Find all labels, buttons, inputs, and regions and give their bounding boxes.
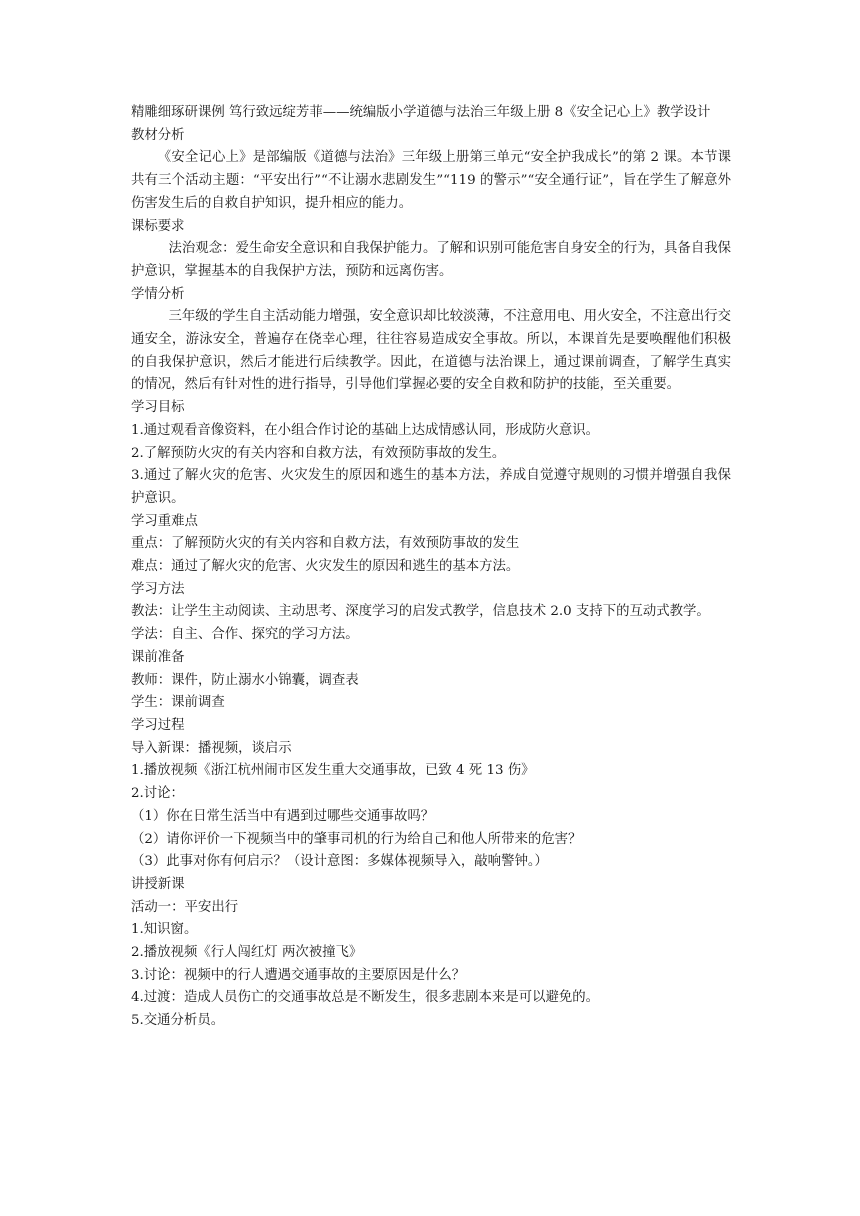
document-title: 精雕细琢研课例 笃行致远绽芳菲——统编版小学道德与法治三年级上册 8《安全记心上》教学设计 (131, 105, 711, 120)
section-heading-learning-methods: 学习方法 (131, 581, 185, 597)
objective-item: 3.通过了解火灾的危害、火灾发生的原因和逃生的基本方法，养成自觉遵守规则的习惯并增强自我保护意识。 (131, 468, 731, 506)
lesson-line: 3.讨论：视频中的行人遭遇交通事故的主要原因是什么？ (131, 967, 466, 983)
paragraph-learner-analysis: 三年级的学生自主活动能力增强，安全意识却比较淡薄，不注意用电、用火安全，不注意出行交通安全，游泳安全，普遍存在侥幸心理，往往容易造成安全事故。所以，本课首先是要唤醒他们积极的自我保护意识，然后才能进行后续教学。因此，在道德与法治课上，通过课前调查，了解学生真实的情况，然后有针对性的进行指导，引导他们掌握必要的安全自救和防护的技能，至关重要。 (131, 309, 731, 393)
section-heading-key-points: 学习重难点 (131, 513, 198, 529)
process-line: （2）请你评价一下视频当中的肇事司机的行为给自己和他人所带来的危害？ (131, 831, 582, 847)
lesson-line: 活动一：平安出行 (131, 899, 239, 915)
preparation-student: 学生：课前调查 (131, 695, 225, 711)
process-line: （3）此事对你有何启示？（设计意图：多媒体视频导入，敲响警钟。） (131, 854, 548, 870)
section-heading-learning-objectives: 学习目标 (131, 400, 185, 416)
document-body (131, 102, 731, 1033)
paragraph-curriculum-requirements: 法治观念：爱生命安全意识和自我保护能力。了解和识别可能危害自身安全的行为，具备自我保护意识，掌握基本的自我保护方法，预防和远离伤害。 (131, 241, 731, 279)
section-heading-learning-process: 学习过程 (131, 717, 185, 733)
key-point-item: 重点：了解预防火灾的有关内容和自救方法，有效预防事故的发生 (131, 536, 520, 552)
process-line: 1.播放视频《浙江杭州闹市区发生重大交通事故，已致 4 死 13 伤》 (131, 763, 535, 779)
process-line: （1）你在日常生活当中有遇到过哪些交通事故吗？ (131, 808, 435, 824)
lesson-line: 5.交通分析员。 (131, 1013, 225, 1029)
section-heading-preparation: 课前准备 (131, 649, 185, 665)
preparation-teacher: 教师：课件，防止溺水小锦囊，调查表 (131, 672, 359, 688)
paragraph-textbook-analysis: 《安全记心上》是部编版《道德与法治》三年级上册第三单元“安全护我成长”的第 2 课。本节课共有三个活动主题：“平安出行”“不让溺水悲剧发生”“119 的警示”“安全通行证”，旨在学生了解意外伤害发生后的自救自护知识，提升相应的能力。 (131, 150, 731, 211)
objective-item: 1.通过观看音像资料，在小组合作讨论的基础上达成情感认同，形成防火意识。 (131, 422, 600, 438)
process-line: 导入新课：播视频，谈启示 (131, 740, 292, 756)
teaching-method-item: 教法：让学生主动阅读、主动思考、深度学习的启发式教学，信息技术 2.0 支持下的互动式教学。 (131, 604, 710, 620)
section-heading-curriculum-requirements: 课标要求 (131, 218, 185, 234)
lesson-line: 1.知识窗。 (131, 922, 198, 938)
process-line: 2.讨论： (131, 786, 184, 802)
section-heading-learner-analysis: 学情分析 (131, 286, 185, 302)
lesson-line: 2.播放视频《行人闯红灯 两次被撞飞》 (131, 945, 363, 961)
learning-method-item: 学法：自主、合作、探究的学习方法。 (131, 627, 359, 643)
section-heading-new-lesson: 讲授新课 (131, 876, 185, 892)
objective-item: 2.了解预防火灾的有关内容和自救方法，有效预防事故的发生。 (131, 445, 506, 461)
lesson-line: 4.过渡：造成人员伤亡的交通事故总是不断发生，很多悲剧本来是可以避免的。 (131, 990, 600, 1006)
difficulty-item: 难点：通过了解火灾的危害、火灾发生的原因和逃生的基本方法。 (131, 559, 520, 575)
section-heading-textbook-analysis: 教材分析 (131, 127, 185, 143)
